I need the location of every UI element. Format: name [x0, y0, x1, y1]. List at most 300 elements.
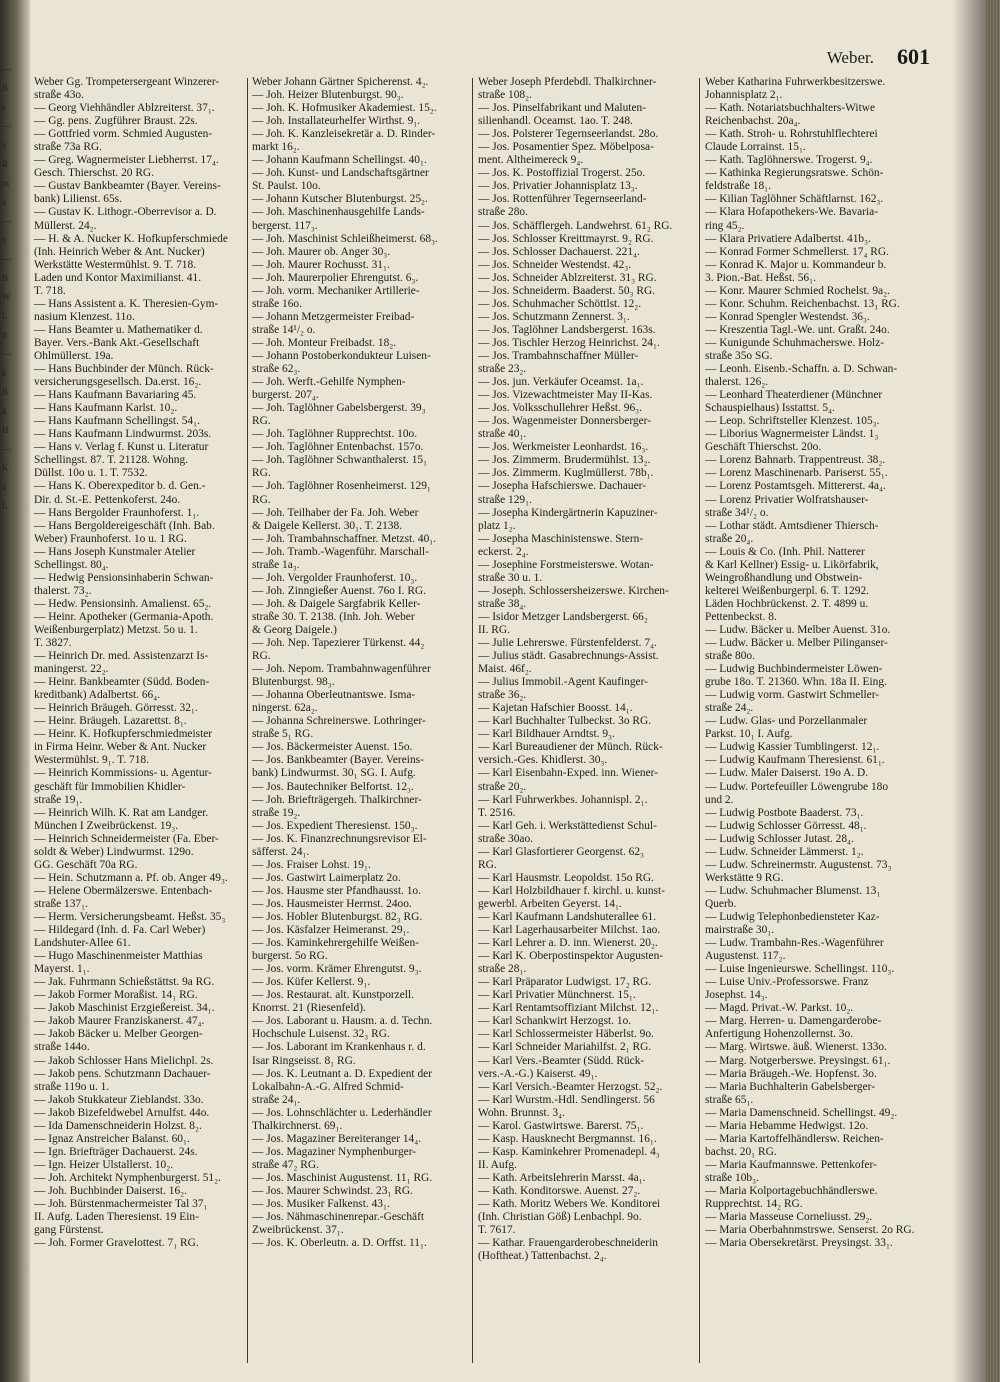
entry-line: — Hans Buchbinder der Münch. Rück- — [34, 363, 214, 376]
entry-line: — Jakob Bäcker u. Melber Georgen- — [34, 1028, 203, 1041]
column-3 — [478, 76, 706, 1366]
page-header — [780, 44, 930, 74]
entry-line: RG. — [252, 415, 271, 428]
entry-line: Gesch. Thierschst. 20 RG. — [34, 167, 155, 180]
entry-line: — Maria Damenschneid. Schellingst. 49₂. — [705, 1106, 898, 1119]
entry-line: — Karl Privatier Münchnerst. 15₁. — [478, 989, 636, 1002]
entry-line: und 2. — [705, 793, 734, 806]
entry-line: Bayer. Vers.-Bank Akt.-Gesellschaft — [34, 336, 200, 349]
entry-line: — Karl Schneider Mariahilfst. 2₁ RG. — [478, 1041, 652, 1054]
entry-line: straße 5₁ RG. — [252, 728, 314, 741]
entry-line: — Liborius Wagnermeister Ländst. 1₃ — [705, 428, 879, 441]
entry-line: — Marg. Herren- u. Damengarderobe- — [705, 1015, 882, 1028]
entry-line: — Klara Privatiere Adalbertst. 41b₃. — [705, 232, 871, 245]
entry-line: — Johanna Oberleutnantswe. Isma- — [252, 689, 416, 702]
entry-line: vers.-A.-G.) Kaiserst. 49₁. — [478, 1067, 598, 1080]
entry-line: — Kathar. Frauengarderobeschneiderin — [478, 1237, 658, 1250]
entry-line: — Julie Lehrerswe. Fürstenfelderst. 7₄. — [478, 637, 657, 650]
entry-line: — Joh. Installateurhelfer Wirthst. 9₁. — [252, 115, 421, 128]
entry-line: straße 137₁. — [34, 897, 88, 910]
entry-line: Weber Johann Gärtner Spicherenst. 4₂. — [252, 76, 429, 88]
entry-line: geschäft für Immobilien Khidler- — [34, 780, 186, 793]
entry-line: — Joh. K. Hofmusiker Akademiest. 15₂. — [252, 102, 437, 115]
entry-line: — Heinr. K. Hofkupferschmiedmeister — [34, 728, 213, 741]
entry-line: — Kath. Notariatsbuchhalters-Witwe — [705, 102, 876, 115]
entry-line: — Jos. Bäckermeister Auenst. 15o. — [252, 741, 413, 754]
entry-line: — Kath. Stroh- u. Rohrstuhlflechterei — [705, 128, 878, 141]
entry-line: — Hans Kaufmann Karlst. 10₂. — [34, 402, 178, 415]
entry-line: — Kath. Arbeitslehrerin Marsst. 4a₁. — [478, 1171, 646, 1184]
entry-line: straße 19₁. — [34, 793, 83, 806]
entry-line: — Jos. vorm. Krämer Ehrengutst. 9₃. — [252, 963, 422, 976]
entry-line: — Hans Kaufmann Bavariaring 45. — [34, 389, 197, 402]
entry-line: straße 20₂. — [478, 780, 527, 793]
entry-line: — Jos. Privatier Johannisplatz 13₃. — [478, 180, 638, 193]
entry-line: — Greg. Wagnermeister Liebherrst. 17₄. — [34, 154, 219, 167]
entry-line: bank) Lilienst. 65s. — [34, 193, 122, 206]
entry-line: Ohlmüllerst. 19a. — [34, 349, 114, 362]
entry-line: RG. — [478, 858, 497, 871]
entry-line: — Hugo Maschinenmeister Matthias — [34, 950, 203, 963]
entry-line: & Karl Kellner) Essig- u. Likörfabrik, — [705, 558, 879, 571]
entry-line: straße 24₁. — [252, 1093, 301, 1106]
entry-line: — Joh. Taglöhner Schwanthalerst. 15₁ — [252, 454, 428, 467]
entry-line: — Karl Hausmstr. Leopoldst. 15o RG. — [478, 871, 654, 884]
entry-line: — Karl Lagerhausarbeiter Milchst. 1ao. — [478, 924, 661, 937]
entry-line: Reichenbachst. 20a₄. — [705, 115, 801, 128]
book-gutter — [0, 0, 30, 1382]
entry-line: RG. — [252, 493, 271, 506]
entry-line: — Konrad K. Major u. Kommandeur b. — [705, 258, 887, 271]
entry-line: — Konr. Maurer Schmied Rochelst. 9a₂. — [705, 284, 890, 297]
entry-line: Weber Gg. Trompetersergeant Winzerer- — [34, 76, 220, 88]
entry-line: — Magd. Privat.-W. Parkst. 10₂. — [705, 1002, 854, 1015]
entry-line: — Joh. K. Kanzleisekretär a. D. Rinder- — [252, 128, 436, 141]
entry-line: — Ludwig Telephonbediensteter Kaz- — [705, 911, 880, 923]
entry-line: — Ludwig Buchbindermeister Löwen- — [705, 663, 883, 676]
entry-line: — Ludw. Trambahn-Res.-Wagenführer — [705, 937, 884, 950]
entry-line: — Karl Schankwirt Herzogst. 1o. — [478, 1015, 632, 1028]
entry-line: — Joh. Taglöhner Gabelsbergerst. 39₃ — [252, 402, 426, 415]
entry-line: ring 45₂. — [705, 219, 745, 232]
entry-line: — Gottfried vorm. Schmied Augusten- — [34, 128, 213, 141]
entry-line: Läden Hochbrückenst. 2. T. 4899 u. — [705, 597, 869, 610]
entry-line: — Jos. Nähmaschinenrepar.-Geschäft — [252, 1211, 425, 1224]
entry-line: — Kasp. Hausknecht Bergmannst. 16₁. — [478, 1132, 657, 1145]
entry-line: gang Fürstenst. — [34, 1224, 104, 1237]
entry-line: Isar Ringseisst. 8₁ RG. — [252, 1054, 356, 1067]
entry-line: — Helene Obermälzerswe. Entenbach- — [34, 884, 213, 897]
entry-line: — Ludw. Maler Daiserst. 19o A. D. — [705, 767, 869, 780]
entry-line: — Louis & Co. (Inh. Phil. Natterer — [705, 545, 865, 558]
entry-line: straße 43o. — [34, 89, 84, 102]
entry-line: Claude Lorrainst. 15₁. — [705, 141, 806, 154]
entry-line: — Jos. Magaziner Nymphenburger- — [252, 1145, 417, 1158]
entry-line: thalerst. 126₂. — [705, 376, 769, 389]
entry-line: — Ign. Heizer Ulstallerst. 10₂. — [34, 1158, 174, 1171]
entry-line: — Kath. Moritz Webers We. Konditorei — [478, 1198, 661, 1211]
entry-line: — Leonhard Theaterdiener (Münchner — [705, 389, 883, 402]
entry-line: Knorrst. 21 (Riesenfeld). — [252, 1002, 366, 1015]
entry-line: — Herm. Versicherungsbeamt. Heßst. 35₃ — [34, 911, 226, 923]
entry-line: silienhandl. Oceamst. 1ao. T. 248. — [478, 115, 633, 128]
entry-line: II. Aufg. Laden Theresienst. 19 Ein- — [34, 1211, 199, 1224]
entry-line: eckerst. 2₄. — [478, 545, 529, 558]
entry-line: straße 38₄. — [478, 597, 527, 610]
entry-line: Josephst. 14₃. — [705, 989, 768, 1002]
entry-line: grube 18o. T. 21360. Whn. 18a II. Eing. — [705, 676, 887, 689]
entry-line: — Kath. Konditorswe. Auenst. 27₂. — [478, 1184, 641, 1197]
entry-line: — Hans Kaufmann Lindwurmst. 203s. — [34, 428, 212, 441]
entry-line: Augustenst. 117₂. — [705, 950, 786, 963]
entry-line: — Luise Ingenieurswe. Schellingst. 110₃. — [705, 963, 895, 976]
entry-line: — Hans K. Oberexpeditor b. d. Gen.- — [34, 480, 206, 493]
entry-line: — Hans v. Verlag f. Kunst u. Literatur — [34, 441, 209, 454]
page-stack-edge — [986, 0, 1000, 1382]
entry-line: — Heinrich Schneidermeister (Fa. Eber- — [34, 832, 219, 845]
entry-line: — Karl Versich.-Beamter Herzogst. 52₂. — [478, 1080, 663, 1093]
entry-line: — Joh. Architekt Nymphenburgerst. 51₂. — [34, 1171, 221, 1184]
entry-line: Zweibrückenst. 37₁. — [252, 1224, 344, 1237]
entry-line: — Joh. Former Gravelottest. 7₁ RG. — [34, 1237, 199, 1250]
entry-line: — Jos. Schuhmacher Schöttlst. 12₂. — [478, 297, 642, 310]
entry-line: — Jos. Volksschullehrer Heßst. 96₃. — [478, 402, 642, 415]
entry-line: — Luise Univ.-Professorswe. Franz — [705, 976, 869, 989]
entry-line: — Jos. Bautechniker Belfortst. 12₃. — [252, 780, 414, 793]
entry-line: — Karl Bureaudiener der Münch. Rück- — [478, 741, 663, 754]
entry-line: markt 16₂. — [252, 141, 300, 154]
running-head: Weber. — [826, 48, 874, 67]
entry-line: — Maria Obersekretärst. Preysingst. 33₁. — [705, 1237, 893, 1250]
entry-line: — Ludw. Schreinermstr. Augustenst. 73₃ — [705, 858, 892, 871]
entry-line: straße 24₂. — [705, 702, 754, 715]
entry-line: — Joh. Maurerpolier Ehrengutst. 6₃. — [252, 271, 419, 284]
entry-line: — Maria Hebamme Hedwigst. 12o. — [705, 1119, 869, 1132]
entry-line: — Joh. Maschinenhausgehilfe Lands- — [252, 206, 425, 219]
entry-line: straße 73a RG. — [34, 141, 103, 154]
entry-line: in Firma Heinr. Weber & Ant. Nucker — [34, 741, 207, 754]
entry-line: straße 16o. — [252, 297, 302, 310]
entry-line: — Joh. Heizer Blutenburgst. 90₃. — [252, 89, 404, 102]
entry-line: — Ludwig Kaufmann Theresienst. 61₁. — [705, 754, 885, 767]
page-number: 601 — [897, 44, 930, 69]
entry-line: maningerst. 22₂. — [34, 663, 109, 676]
entry-line: — Maria Bräugeh.-We. Hopfenst. 3o. — [705, 1067, 877, 1080]
entry-line: Weingroßhandlung und Obstwein- — [705, 571, 863, 584]
entry-line: — Ludw. Portefeuiller Löwengrube 18o — [705, 780, 889, 793]
entry-line: — Jos. Küfer Kellerst. 9₁. — [252, 976, 371, 989]
entry-line: Schellingst. 80₄. — [34, 558, 109, 571]
entry-line: — Jos. Rottenführer Tegernseerland- — [478, 193, 647, 206]
entry-line: burgerst. 207₄. — [252, 389, 319, 402]
entry-line: Westermühlst. 9₁. T. 718. — [34, 754, 149, 767]
entry-line: — Lorenz Postamtsgeh. Mittererst. 4a₄. — [705, 480, 886, 493]
entry-line: — H. & A. Nucker K. Hofkupferschmiede — [34, 232, 228, 245]
entry-line: — Jos. K. Postoffizial Trogerst. 25o. — [478, 167, 646, 180]
entry-line: — Jos. Gastwirt Laimerplatz 2o. — [252, 871, 401, 884]
entry-line: — Ludw. Bäcker u. Melber Auenst. 31o. — [705, 623, 891, 636]
entry-line: — Ludwig Schlosser Jutast. 28₄. — [705, 832, 854, 845]
entry-line: Landshuter-Allee 61. — [34, 937, 131, 950]
entry-line: — Ludw. Bäcker u. Melber Pilinganser- — [705, 637, 888, 650]
entry-line: — Jos. Laborant u. Hausm. a. d. Techn. — [252, 1015, 433, 1028]
entry-line: II. Aufg. — [478, 1158, 517, 1171]
entry-line: straße 47₂ RG. — [252, 1158, 319, 1171]
entry-line: ningerst. 62a₂. — [252, 702, 318, 715]
entry-line: — Karl Rentamtsoffiziant Milchst. 12₁. — [478, 1002, 659, 1015]
entry-line: — Jos. Fraiser Lohst. 19₁. — [252, 858, 371, 871]
entry-line: 3. Pion.-Bat. Heßst. 56₁. — [705, 271, 816, 284]
entry-line: — Jos. Zimmerm. Kuglmüllerst. 78b₁. — [478, 467, 654, 480]
entry-line: soldt & Weber) Lindwurmst. 129o. — [34, 845, 194, 858]
entry-line: — Marg. Notgerberswe. Preysingst. 61₁. — [705, 1054, 891, 1067]
entry-line: — Kreszentia Tagl.-We. unt. Graßt. 24o. — [705, 323, 890, 336]
entry-line: — Leop. Schriftsteller Klenzest. 105₃. — [705, 415, 880, 428]
entry-line: — Jos. K. Oberleutn. a. D. Orffst. 11₁. — [252, 1237, 427, 1250]
entry-line: — Ign. Briefträger Dachauerst. 24s. — [34, 1145, 198, 1158]
entry-line: — Joh. Nep. Tapezierer Türkenst. 44₂ — [252, 637, 425, 650]
entry-line: — Julius Immobil.-Agent Kaufinger- — [478, 676, 648, 689]
entry-line: München I Zweibrückenst. 19₃. — [34, 819, 179, 832]
entry-line: Laden und Kontor Maximilianst. 41. — [34, 271, 202, 284]
entry-line: — Joh. vorm. Mechaniker Artillerie- — [252, 284, 420, 297]
entry-line: — Jos. Wagenmeister Donnersberger- — [478, 415, 652, 428]
entry-line: — Jos. Laborant im Krankenhaus r. d. — [252, 1041, 426, 1054]
entry-line: — Maria Kartoffelhändlersw. Reichen- — [705, 1132, 884, 1145]
entry-line: straße 65₁. — [705, 1093, 754, 1106]
entry-line: Weber Katharina Fuhrwerkbesitzerswe. — [705, 76, 886, 88]
entry-line: — Johanna Schreinerswe. Lothringer- — [252, 715, 426, 728]
entry-line: — Ludwig vorm. Gastwirt Schmeller- — [705, 689, 880, 702]
entry-line: RG. — [252, 650, 271, 663]
entry-line: — Marg. Wirtswe. äuß. Wienerst. 133o. — [705, 1041, 887, 1054]
entry-line: — Isidor Metzger Landsbergerst. 66₂ — [478, 610, 648, 623]
entry-line: — Josepha Maschinistenswe. Stern- — [478, 532, 644, 545]
entry-line: straße 10b₃. — [705, 1171, 759, 1184]
entry-line: — Joh. Trambahnschaffner. Metzst. 40₁. — [252, 532, 437, 545]
entry-line: — Jos. Trambahnschaffner Müller- — [478, 349, 639, 362]
entry-line: (Inh. Christian Göß) Lenbachpl. 9o. — [478, 1211, 642, 1224]
entry-line: — Jos. Schneider Ablzreiterst. 31₃ RG. — [478, 271, 657, 284]
entry-line: — Josepha Kindergärtnerin Kapuziner- — [478, 506, 658, 519]
entry-line: — Jos. Hausme ster Pfandhausst. 1o. — [252, 884, 421, 897]
entry-line: — Ludwig Kassier Tumblingerst. 12₁. — [705, 741, 880, 754]
entry-line: — Joh. Taglöhner Rosenheimerst. 129₁ — [252, 480, 431, 493]
entry-line: — Georg Viehhändler Ablzreiterst. 37₁. — [34, 102, 215, 115]
entry-line: — Jos. Taglöhner Landsbergerst. 163s. — [478, 323, 656, 336]
entry-line: — Joh. Monteur Freibadst. 18₂. — [252, 336, 397, 349]
entry-line: Wohn. Brunnst. 3₄. — [478, 1106, 565, 1119]
entry-line: — Konr. Schuhm. Reichenbachst. 13₁ RG. — [705, 297, 900, 310]
entry-line: — Jos. Maurer Schwindst. 23₁ RG. — [252, 1184, 413, 1197]
entry-line: — Jos. Pinselfabrikant und Maluten- — [478, 102, 646, 115]
entry-line: Mayerst. 1₁. — [34, 963, 90, 976]
entry-line: bergerst. 117₃. — [252, 219, 318, 232]
entry-line: Werkstätte 9 RG. — [705, 871, 784, 884]
entry-line: RG. — [252, 467, 271, 480]
entry-line: — Ludw. Schneider Lämmerst. 1₂. — [705, 845, 864, 858]
entry-line: — Joh. Kunst- und Landschaftsgärtner — [252, 167, 429, 180]
entry-line: — Jos. K. Leutnant a. D. Expedient der — [252, 1067, 432, 1080]
entry-line: — Jos. Schlosser Dachauerst. 221₄. — [478, 245, 640, 258]
entry-line: Lokalbahn-A.-G. Alfred Schmid- — [252, 1080, 404, 1093]
entry-line: & Daigele Kellerst. 30₁. T. 2138. — [252, 519, 403, 532]
entry-line: — Jos. Zimmerm. Brudermühlst. 13₂. — [478, 454, 651, 467]
entry-line: — Ludwig Postbote Baaderst. 73₁. — [705, 806, 864, 819]
entry-line: — Jakob Stukkateur Zieblandst. 33o. — [34, 1093, 204, 1106]
entry-line: — Joh. Briefträgergeh. Thalkirchner- — [252, 793, 422, 806]
entry-line: — Hans Kaufmann Schellingst. 54₁. — [34, 415, 200, 428]
entry-line: — Joh. Taglöhner Rupprechtst. 10o. — [252, 428, 418, 441]
entry-line: — Jakob Schlosser Hans Mielichpl. 2s. — [34, 1054, 214, 1067]
entry-line: Schauspielhaus) Isstattst. 5₄. — [705, 402, 835, 415]
column-2 — [252, 76, 480, 1366]
entry-line: straße 30ao. — [478, 832, 534, 845]
entry-line: versicherungsgesellsch. Da.erst. 16₂. — [34, 376, 202, 389]
entry-line: straße 19₂. — [252, 806, 301, 819]
entry-line: Hochschule Luisenst. 32₃ RG. — [252, 1028, 390, 1041]
entry-line: Johannisplatz 2₁. — [705, 89, 783, 102]
entry-line: — Klara Hofapothekers-We. Bavaria- — [705, 206, 879, 219]
entry-line: St. Paulst. 10o. — [252, 180, 321, 193]
entry-line: Dir. d. St.-E. Pettenkoferst. 24o. — [34, 493, 181, 506]
entry-line: — Joh. Vergolder Fraunhoferst. 10₃. — [252, 571, 418, 584]
entry-line: — Kath. Taglöhnerswe. Trogerst. 9₄. — [705, 154, 873, 167]
entry-line: — Gustav K. Lithogr.-Oberrevisor a. D. — [34, 206, 217, 219]
entry-line: kelterei Weißenburgerpl. 6. T. 1292. — [705, 584, 869, 597]
entry-line: — Jos. Schutzmann Zennerst. 3₁. — [478, 310, 630, 323]
entry-line: — Karl Geh. i. Werkstättedienst Schul- — [478, 819, 657, 832]
entry-line: Pettenbeckst. 8. — [705, 610, 777, 623]
entry-line: straße 34¹/₂ o. — [705, 506, 769, 519]
gutter-text: — B s — v R m a — h — B W L ft — k B k H — K a L — [2, 64, 11, 511]
entry-line: — Kunigunde Schuhmacherswe. Holz- — [705, 336, 885, 349]
entry-line: — Maria Kaufmannswe. Pettenkofer- — [705, 1158, 877, 1171]
entry-line: — Jos. Expedient Theresienst. 150₃. — [252, 819, 418, 832]
entry-line: — Heinr. Bankbeamter (Südd. Boden- — [34, 676, 210, 689]
entry-line: — Jos. Kaminkehrergehilfe Weißen- — [252, 937, 419, 950]
entry-line: — Konrad Spengler Westendst. 36₃. — [705, 310, 870, 323]
entry-line: — Jakob Former Moraßist. 14₁ RG. — [34, 989, 198, 1002]
entry-line: thalerst. 73₂. — [34, 584, 92, 597]
entry-line: — Hans Assistent a. K. Theresien-Gym- — [34, 297, 219, 310]
entry-line: — Konrad Former Schmellerst. 17₄ RG. — [705, 245, 889, 258]
entry-line: straße 119o u. 1. — [34, 1080, 110, 1093]
entry-line: — Heinrich Kommissions- u. Agentur- — [34, 767, 212, 780]
entry-line: — Jakob Maschinist Erzgießereist. 34₁. — [34, 1002, 215, 1015]
entry-line: — Jakob Maurer Franziskanerst. 47₄. — [34, 1015, 205, 1028]
entry-line: — Hildegard (Inh. d. Fa. Carl Weber) — [34, 924, 206, 937]
entry-line: — Hein. Schutzmann a. Pf. ob. Anger 49₃. — [34, 871, 228, 884]
entry-line: — Jos. Schäfflergeh. Landwehrst. 61₂ RG. — [478, 219, 673, 232]
entry-line: — Joh. & Daigele Sargfabrik Keller- — [252, 597, 421, 610]
entry-line: — Kasp. Kaminkehrer Promenadepl. 4₃ — [478, 1145, 660, 1158]
entry-line: — Joh. Werft.-Gehilfe Nymphen- — [252, 376, 406, 389]
entry-line: straße 80o. — [705, 650, 755, 663]
column-1 — [34, 76, 262, 1366]
entry-line: — Johann Kutscher Blutenburgst. 25₂. — [252, 193, 428, 206]
entry-line: gewerbl. Arbeiten Geyerst. 14₁. — [478, 897, 622, 910]
entry-line: — Jos. Werkmeister Leonhardst. 16₃. — [478, 441, 649, 454]
entry-line: — Jos. Käsfalzer Heimeranst. 29₁. — [252, 924, 410, 937]
entry-line: — Joh. Teilhaber der Fa. Joh. Weber — [252, 506, 419, 519]
entry-line: straße 30 u. 1. — [478, 571, 543, 584]
entry-line: kreditbank) Adalbertst. 66₄. — [34, 689, 161, 702]
entry-line: straße 36₂. — [478, 689, 527, 702]
entry-line: — Jos. Tischler Herzog Heinrichst. 24₁. — [478, 336, 660, 349]
entry-line: — Karl Buchhalter Tulbeckst. 3o RG. — [478, 715, 652, 728]
entry-line: — Jos. Musiker Falkenst. 43₁. — [252, 1198, 390, 1211]
entry-line: mairstraße 30₁. — [705, 924, 775, 937]
entry-line: — Hans Beamter u. Mathematiker d. — [34, 323, 203, 336]
entry-line: — Hedwig Pensionsinhaberin Schwan- — [34, 571, 214, 584]
entry-line: Müllerst. 24₂. — [34, 219, 97, 232]
entry-line: — Ludw. Glas- und Porzellanmaler — [705, 715, 868, 728]
entry-line: — Lorenz Bahnarb. Trappentreust. 38₂. — [705, 454, 886, 467]
entry-line: — Karl Holzbildhauer f. kirchl. u. kunst- — [478, 884, 665, 897]
entry-line: — Jakob Bizefeldwebel Arnulfst. 44o. — [34, 1106, 210, 1119]
entry-line: — Joh. Taglöhner Entenbachst. 157o. — [252, 441, 424, 454]
entry-line: — Joh. Nepom. Trambahnwagenführer — [252, 663, 431, 676]
entry-line: — Karl K. Oberpostinspektor Augusten- — [478, 950, 664, 963]
entry-line: bachst. 20₁ RG. — [705, 1145, 777, 1158]
entry-line: — Jos. Restaurat. alt. Kunstporzell. — [252, 989, 414, 1002]
entry-line: Geschäft Thierschst. 20o. — [705, 441, 822, 454]
entry-line: — Ignaz Anstreicher Balanst. 60₁. — [34, 1132, 190, 1145]
entry-line: — Karl Eisenbahn-Exped. inn. Wiener- — [478, 767, 659, 780]
entry-line: — Jos. Schneiderm. Baaderst. 50₃ RG. — [478, 284, 656, 297]
entry-line: — Karl Glasfortierer Georgenst. 62₃ — [478, 845, 645, 858]
entry-line: — Karol. Gastwirtswe. Barerst. 75₁. — [478, 1119, 644, 1132]
entry-line: — Joh. Maurer Rochusst. 31₁. — [252, 258, 390, 271]
entry-line: — Jakob pens. Schutzmann Dachauer- — [34, 1067, 211, 1080]
entry-line: nasium Klenzest. 11o. — [34, 310, 135, 323]
entry-line: feldstraße 18₁. — [705, 180, 771, 193]
entry-line: — Joh. Maschinist Schleißheimerst. 68₃. — [252, 232, 438, 245]
entry-line: — Karl Lehrer a. D. inn. Wienerst. 20₂. — [478, 937, 658, 950]
entry-line: — Maria Masseuse Corneliusst. 29₂. — [705, 1211, 873, 1224]
entry-line: straße 30. T. 2138. (Inh. Joh. Weber — [252, 610, 415, 623]
entry-line: straße 28o. — [478, 206, 528, 219]
entry-line: straße 23₂. — [478, 363, 527, 376]
entry-line: — Heinr. Bräugeh. Lazarettst. 8₁. — [34, 715, 187, 728]
entry-line: Anfertigung Hohenzollernst. 3o. — [705, 1028, 854, 1041]
entry-line: straße 35o SG. — [705, 349, 773, 362]
entry-line: ment. Altheimereck 9₄. — [478, 154, 584, 167]
entry-line: GG. Geschäft 70a RG. — [34, 858, 138, 871]
entry-line: — Johann Kaufmann Schellingst. 40₁. — [252, 154, 427, 167]
entry-line: — Karl Schlossermeister Häberlst. 9o. — [478, 1028, 654, 1041]
entry-line: Thalkirchnerst. 69₁. — [252, 1119, 343, 1132]
entry-line: — Kajetan Hafschier Boosst. 14₁. — [478, 702, 633, 715]
entry-line: — Jos. Polsterer Tegernseerlandst. 28o. — [478, 128, 659, 141]
entry-line: — Hedw. Pensionsinh. Amalienst. 65₂. — [34, 597, 212, 610]
entry-line: Schellingst. 87. T. 21128. Wohng. — [34, 454, 189, 467]
entry-line: — Johann Postoberkondukteur Luisen- — [252, 349, 431, 362]
entry-line: Maist. 46f₂. — [478, 663, 532, 676]
entry-line: (Inh. Heinrich Weber & Ant. Nucker) — [34, 245, 205, 258]
entry-line: — Hans Joseph Kunstmaler Atelier — [34, 545, 196, 558]
entry-line: — Joseph. Schlossersheizerswe. Kirchen- — [478, 584, 669, 597]
entry-line: straße 62₃. — [252, 363, 301, 376]
entry-line: — Maria Kolportagebuchhändlerswe. — [705, 1184, 878, 1197]
entry-line: Rupprechtst. 14₂ RG. — [705, 1198, 803, 1211]
entry-line: Parkst. 10₁ I. Aufg. — [705, 728, 793, 741]
entry-line: — Josepha Hafschierswe. Dachauer- — [478, 480, 647, 493]
entry-line: — Karl Vers.-Beamter (Südd. Rück- — [478, 1054, 645, 1067]
entry-line: — Gustav Bankbeamter (Bayer. Vereins- — [34, 180, 221, 193]
entry-line: versich.-Ges. Khidlerst. 30₃. — [478, 754, 608, 767]
